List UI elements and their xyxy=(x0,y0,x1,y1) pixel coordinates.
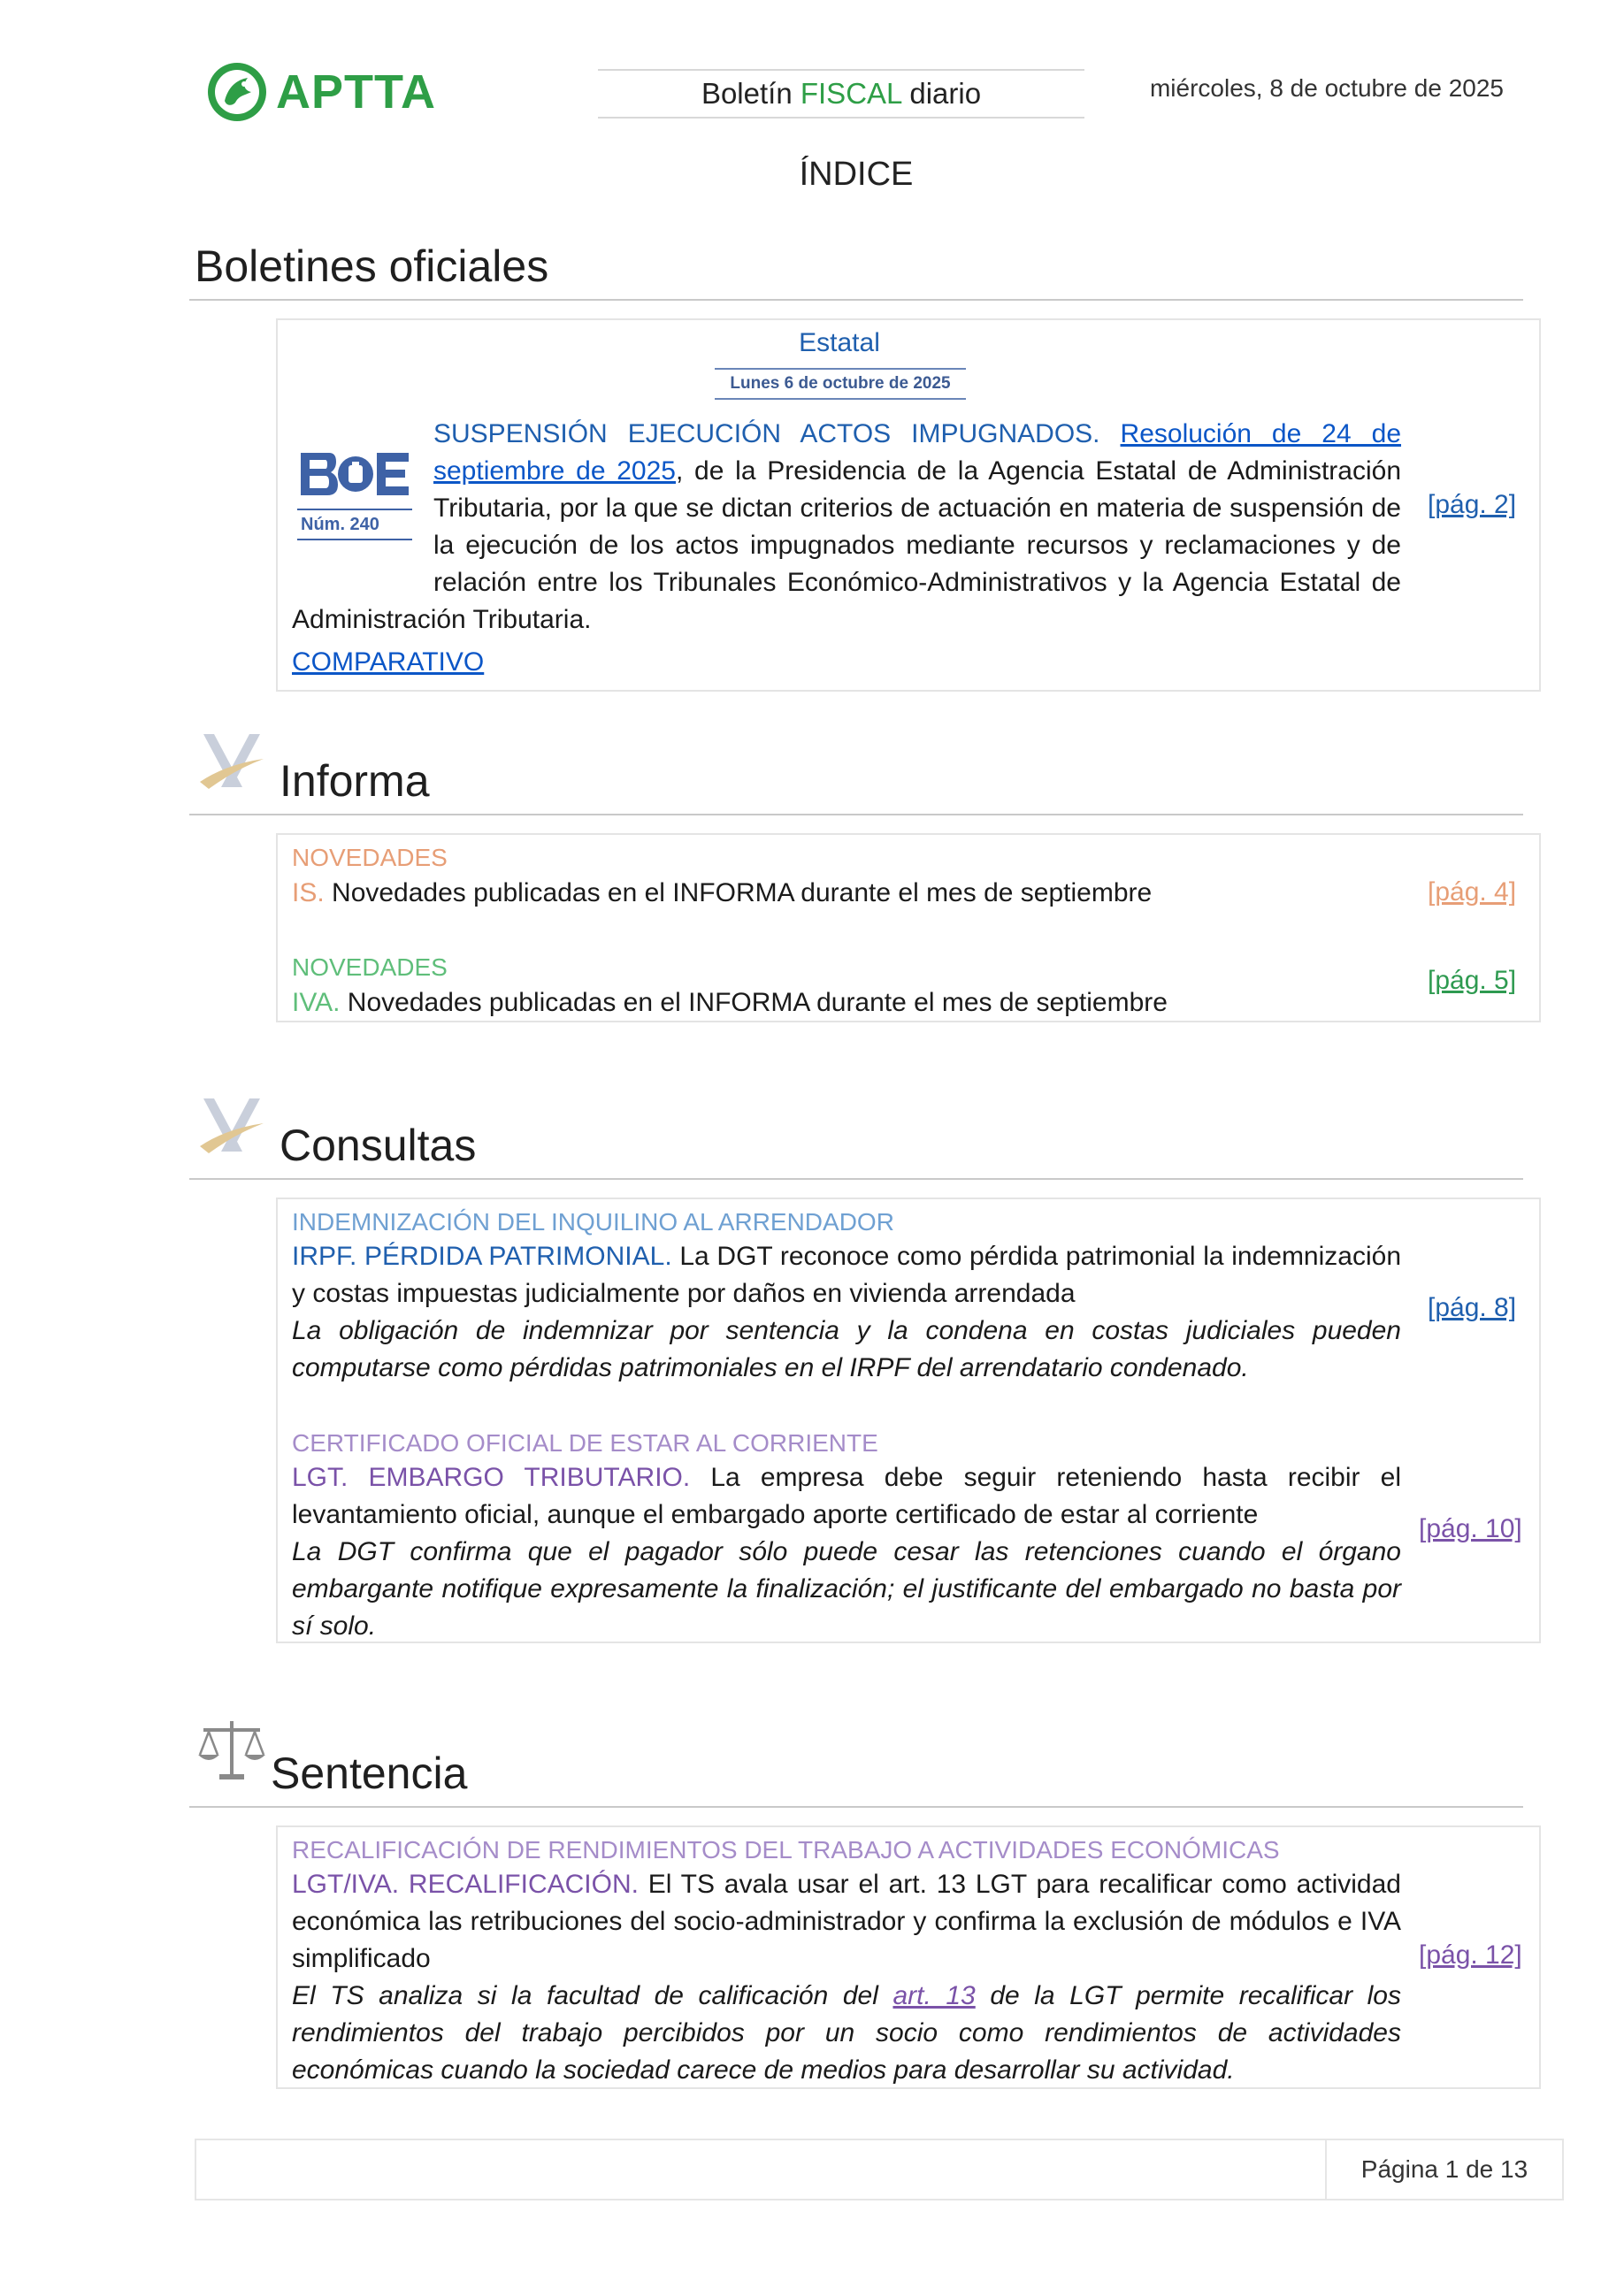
consulta-page-link[interactable]: [pág. 8] xyxy=(1428,1293,1517,1322)
informa-category: NOVEDADES xyxy=(292,953,448,981)
boe-number: Núm. 240 xyxy=(297,509,412,540)
boe-date: Lunes 6 de octubre de 2025 xyxy=(715,368,966,400)
sentencia-category: RECALIFICACIÓN DE RENDIMIENTOS DEL TRABAJO A ACTIVIDADES ECONÓMICAS xyxy=(292,1836,1280,1864)
scales-of-justice-icon xyxy=(196,1716,267,1787)
sentencia-summary: El TS analiza si la facultad de calificación del art. 13 de la LGT permite recalificar los rendimientos del trabajo percibidos por un socio como rendimientos de actividades económicas cuando la sociedad carece de medios para desarrollar su actividad. xyxy=(292,1981,1401,2085)
section-title-consultas: Consultas xyxy=(280,1121,477,1170)
boletines-box xyxy=(276,318,1541,692)
logo-spacer xyxy=(292,416,433,596)
informa-item-is: IS. Novedades publicadas en el INFORMA durante el mes de septiembre xyxy=(292,878,1153,907)
consulta-page-link[interactable]: [pág. 10] xyxy=(1419,1514,1522,1543)
sentencia-page-link[interactable]: [pág. 12] xyxy=(1419,1940,1522,1970)
informa-iva-page-link[interactable]: [pág. 5] xyxy=(1428,966,1517,995)
bulletin-title: Boletín FISCAL diario xyxy=(598,69,1084,119)
consulta-tag: LGT. EMBARGO TRIBUTARIO. xyxy=(292,1463,691,1492)
sentencia-box xyxy=(276,1825,1541,2089)
logo-text: APTTA xyxy=(276,65,436,119)
boletin-item xyxy=(292,416,1401,639)
boletin-item-body: , de la Presidencia de la Agencia Estatal de Administración Tributaria, por la que se dictan criterios de actuación en materia de suspensión de la ejecución de los actos impugnados mediante recursos y reclamaciones y de relación entre los Tribunales Económico-Administrativos y la Agencia Estatal de Administración Tributaria. xyxy=(292,456,1402,634)
section-title-informa: Informa xyxy=(280,756,430,806)
bulletin-title-fiscal: FISCAL xyxy=(800,77,902,110)
comparativo-link[interactable]: COMPARATIVO xyxy=(292,647,485,677)
informa-item-iva: IVA. Novedades publicadas en el INFORMA durante el mes de septiembre xyxy=(292,988,1168,1017)
consulta-summary: La DGT confirma que el pagador sólo puede cesar las retenciones cuando el órgano embargante notifique expresamente la finalización; el justificante del embargado no basta por sí solo. xyxy=(292,1537,1401,1641)
art13-link[interactable]: art. 13 xyxy=(892,1981,976,2010)
consulta-category: INDEMNIZACIÓN DEL INQUILINO AL ARRENDADOR xyxy=(292,1208,894,1236)
aeat-informa-icon xyxy=(196,731,267,794)
section-divider xyxy=(189,299,1523,301)
consulta-summary: La obligación de indemnizar por sentencia y la condena en costas judiciales pueden computarse como pérdidas patrimoniales en el IRPF del arrendatario condenado. xyxy=(292,1316,1401,1382)
sentencia-item: LGT/IVA. RECALIFICACIÓN. El TS avala usar el art. 13 LGT para recalificar como actividad económica las retribuciones del socio-administrador y confirma la exclusión de módulos e IVA simplificado El TS analiza si la facultad de calificación del art. 13 de la LGT permite recalificar los rendimientos del trabajo percibidos por un socio como rendimientos de actividades económicas cuando la sociedad carece de medios para desarrollar su actividad. xyxy=(292,1866,1401,2089)
consulta-category: CERTIFICADO OFICIAL DE ESTAR AL CORRIENTE xyxy=(292,1429,878,1457)
informa-is-page-link[interactable]: [pág. 4] xyxy=(1428,877,1517,907)
bulletin-date: miércoles, 8 de octubre de 2025 xyxy=(1149,74,1504,102)
tax-tag: IS. xyxy=(292,878,325,907)
section-divider xyxy=(189,814,1523,815)
boletin-resolution-link[interactable]: Resolución de 24 de septiembre de 2025 xyxy=(433,419,1402,486)
sentencia-tag: LGT/IVA. RECALIFICACIÓN. xyxy=(292,1870,639,1899)
aptta-emblem-icon xyxy=(205,60,269,124)
index-title: ÍNDICE xyxy=(799,156,914,193)
consultas-box xyxy=(276,1198,1541,1643)
consulta-item: IRPF. PÉRDIDA PATRIMONIAL. La DGT reconoce como pérdida patrimonial la indemnización y costas impuestas judicialmente por daños en vivienda arrendada La obligación de indemnizar por sentencia y la condena en costas judiciales pueden computarse como pérdidas patrimoniales en el IRPF del arrendatario condenado. xyxy=(292,1238,1401,1387)
section-title-sentencia: Sentencia xyxy=(271,1749,468,1798)
aptta-logo xyxy=(205,60,453,124)
section-divider xyxy=(189,1806,1523,1808)
scope-label: Estatal xyxy=(799,328,880,357)
consulta-item: LGT. EMBARGO TRIBUTARIO. La empresa debe seguir reteniendo hasta recibir el levantamiento oficial, aunque el embargado aporte certificado de estar al corriente La DGT confirma que el pagador sólo puede cesar las retenciones cuando el órgano embargante notifique expresamente la finalización; el justificante del embargado no basta por sí solo. xyxy=(292,1459,1401,1645)
page-number: Página 1 de 13 xyxy=(1360,2155,1528,2183)
section-title-boletines: Boletines oficiales xyxy=(195,241,549,291)
section-divider xyxy=(189,1178,1523,1180)
boletin-page-link[interactable]: [pág. 2] xyxy=(1428,490,1517,519)
informa-box xyxy=(276,833,1541,1022)
informa-category: NOVEDADES xyxy=(292,844,448,871)
consulta-tag: IRPF. PÉRDIDA PATRIMONIAL. xyxy=(292,1242,672,1271)
page-footer xyxy=(195,2139,1564,2200)
tax-tag: IVA. xyxy=(292,988,341,1017)
aeat-consultas-icon xyxy=(196,1095,267,1159)
boletin-item-title: SUSPENSIÓN EJECUCIÓN ACTOS IMPUGNADOS. xyxy=(433,419,1100,448)
